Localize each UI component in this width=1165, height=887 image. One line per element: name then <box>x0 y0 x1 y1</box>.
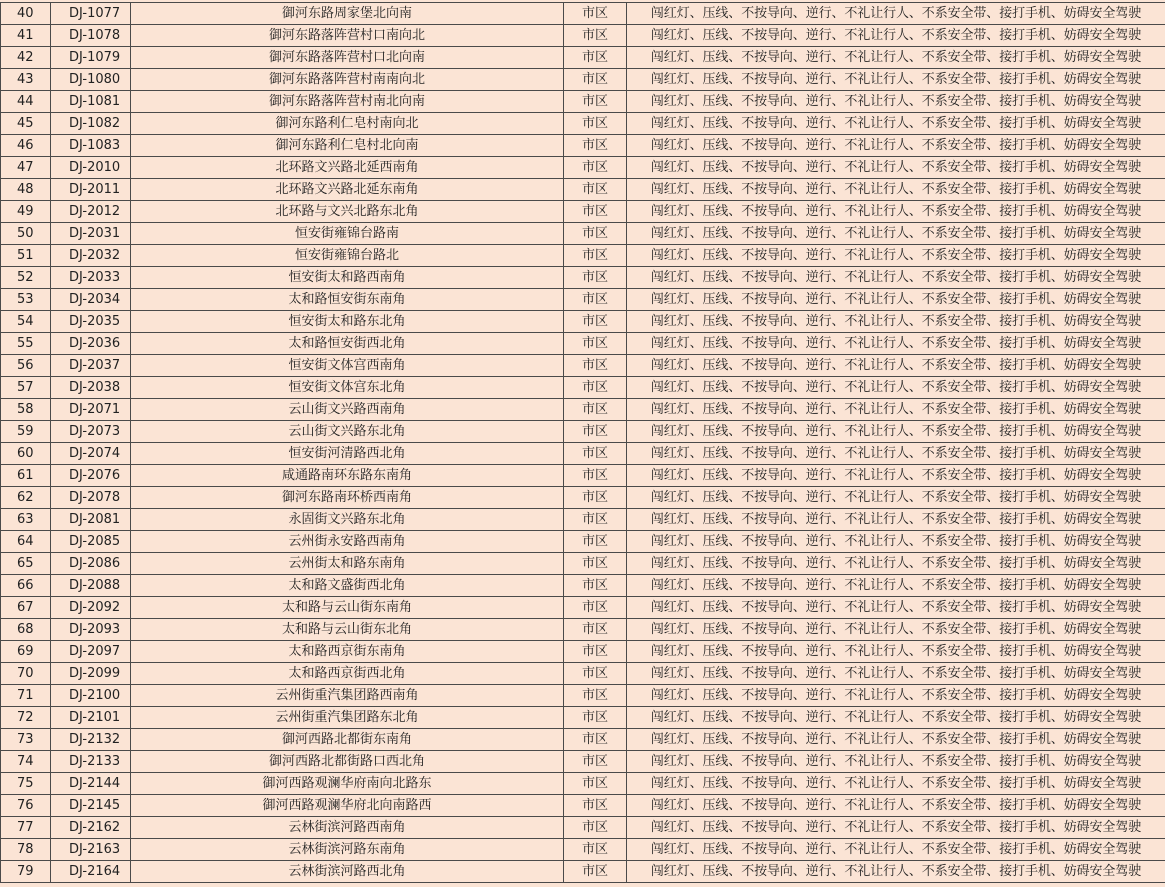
table-row <box>1 377 1165 399</box>
location-cell: 恒安街太和路东北角 <box>131 311 564 333</box>
violations-cell: 闯红灯、压线、不按导向、逆行、不礼让行人、不系安全带、接打手机、妨碍安全驾驶 <box>627 245 1165 267</box>
area-cell: 市区 <box>564 201 627 223</box>
row-index-cell: 40 <box>1 3 51 25</box>
device-code-cell: DJ-2086 <box>51 553 131 575</box>
location-cell: 恒安街文体宫西南角 <box>131 355 564 377</box>
row-index-cell: 56 <box>1 355 51 377</box>
row-index-cell: 47 <box>1 157 51 179</box>
table-row <box>1 465 1165 487</box>
table-row <box>1 751 1165 773</box>
violations-cell: 闯红灯、压线、不按导向、逆行、不礼让行人、不系安全带、接打手机、妨碍安全驾驶 <box>627 575 1165 597</box>
area-cell: 市区 <box>564 267 627 289</box>
row-index-cell: 55 <box>1 333 51 355</box>
row-index-cell: 60 <box>1 443 51 465</box>
location-cell: 恒安街河清路西北角 <box>131 443 564 465</box>
table-row <box>1 3 1165 25</box>
table-row <box>1 135 1165 157</box>
location-cell: 北环路文兴路北延西南角 <box>131 157 564 179</box>
area-cell: 市区 <box>564 311 627 333</box>
table-row <box>1 399 1165 421</box>
location-cell: 太和路与云山街东南角 <box>131 597 564 619</box>
violations-cell: 闯红灯、压线、不按导向、逆行、不礼让行人、不系安全带、接打手机、妨碍安全驾驶 <box>627 465 1165 487</box>
table-row <box>1 267 1165 289</box>
device-code-cell: DJ-2101 <box>51 707 131 729</box>
violations-cell: 闯红灯、压线、不按导向、逆行、不礼让行人、不系安全带、接打手机、妨碍安全驾驶 <box>627 113 1165 135</box>
table-row <box>1 619 1165 641</box>
device-code-cell: DJ-1083 <box>51 135 131 157</box>
row-index-cell: 74 <box>1 751 51 773</box>
area-cell: 市区 <box>564 25 627 47</box>
row-index-cell: 66 <box>1 575 51 597</box>
location-cell: 御河西路北都街东南角 <box>131 729 564 751</box>
area-cell: 市区 <box>564 707 627 729</box>
table-row <box>1 795 1165 817</box>
location-cell: 御河西路观澜华府北向南路西 <box>131 795 564 817</box>
area-cell: 市区 <box>564 839 627 861</box>
location-cell: 御河西路观澜华府南向北路东 <box>131 773 564 795</box>
device-code-cell: DJ-2097 <box>51 641 131 663</box>
device-code-cell: DJ-2099 <box>51 663 131 685</box>
location-cell: 云山街文兴路东北角 <box>131 421 564 443</box>
location-cell: 北环路文兴路北延东南角 <box>131 179 564 201</box>
device-code-cell: DJ-1082 <box>51 113 131 135</box>
device-code-cell: DJ-2164 <box>51 861 131 883</box>
area-cell: 市区 <box>564 597 627 619</box>
area-cell: 市区 <box>564 795 627 817</box>
table-row <box>1 641 1165 663</box>
location-cell: 恒安街太和路西南角 <box>131 267 564 289</box>
violations-cell: 闯红灯、压线、不按导向、逆行、不礼让行人、不系安全带、接打手机、妨碍安全驾驶 <box>627 487 1165 509</box>
table-row <box>1 25 1165 47</box>
violations-cell: 闯红灯、压线、不按导向、逆行、不礼让行人、不系安全带、接打手机、妨碍安全驾驶 <box>627 69 1165 91</box>
area-cell: 市区 <box>564 773 627 795</box>
table-row <box>1 861 1165 883</box>
device-code-cell: DJ-2031 <box>51 223 131 245</box>
device-code-cell: DJ-2078 <box>51 487 131 509</box>
camera-table <box>0 2 1165 883</box>
location-cell: 太和路文盛街西北角 <box>131 575 564 597</box>
table-row <box>1 531 1165 553</box>
row-index-cell: 76 <box>1 795 51 817</box>
device-code-cell: DJ-2100 <box>51 685 131 707</box>
location-cell: 太和路西京街东南角 <box>131 641 564 663</box>
row-index-cell: 79 <box>1 861 51 883</box>
area-cell: 市区 <box>564 487 627 509</box>
row-index-cell: 46 <box>1 135 51 157</box>
violations-cell: 闯红灯、压线、不按导向、逆行、不礼让行人、不系安全带、接打手机、妨碍安全驾驶 <box>627 311 1165 333</box>
device-code-cell: DJ-2132 <box>51 729 131 751</box>
device-code-cell: DJ-2071 <box>51 399 131 421</box>
row-index-cell: 77 <box>1 817 51 839</box>
violations-cell: 闯红灯、压线、不按导向、逆行、不礼让行人、不系安全带、接打手机、妨碍安全驾驶 <box>627 399 1165 421</box>
location-cell: 御河东路落阵营村口北向南 <box>131 47 564 69</box>
table-row <box>1 223 1165 245</box>
area-cell: 市区 <box>564 91 627 113</box>
row-index-cell: 59 <box>1 421 51 443</box>
row-index-cell: 71 <box>1 685 51 707</box>
table-row <box>1 91 1165 113</box>
location-cell: 云林街滨河路西南角 <box>131 817 564 839</box>
location-cell: 云山街文兴路西南角 <box>131 399 564 421</box>
location-cell: 御河东路周家堡北向南 <box>131 3 564 25</box>
row-index-cell: 42 <box>1 47 51 69</box>
device-code-cell: DJ-2038 <box>51 377 131 399</box>
violations-cell: 闯红灯、压线、不按导向、逆行、不礼让行人、不系安全带、接打手机、妨碍安全驾驶 <box>627 729 1165 751</box>
row-index-cell: 70 <box>1 663 51 685</box>
area-cell: 市区 <box>564 861 627 883</box>
location-cell: 御河东路落阵营村口南向北 <box>131 25 564 47</box>
area-cell: 市区 <box>564 421 627 443</box>
location-cell: 御河东路落阵营村南南向北 <box>131 69 564 91</box>
violations-cell: 闯红灯、压线、不按导向、逆行、不礼让行人、不系安全带、接打手机、妨碍安全驾驶 <box>627 817 1165 839</box>
violations-cell: 闯红灯、压线、不按导向、逆行、不礼让行人、不系安全带、接打手机、妨碍安全驾驶 <box>627 289 1165 311</box>
area-cell: 市区 <box>564 509 627 531</box>
violations-cell: 闯红灯、压线、不按导向、逆行、不礼让行人、不系安全带、接打手机、妨碍安全驾驶 <box>627 421 1165 443</box>
violations-cell: 闯红灯、压线、不按导向、逆行、不礼让行人、不系安全带、接打手机、妨碍安全驾驶 <box>627 157 1165 179</box>
violations-cell: 闯红灯、压线、不按导向、逆行、不礼让行人、不系安全带、接打手机、妨碍安全驾驶 <box>627 861 1165 883</box>
violations-cell: 闯红灯、压线、不按导向、逆行、不礼让行人、不系安全带、接打手机、妨碍安全驾驶 <box>627 333 1165 355</box>
device-code-cell: DJ-1080 <box>51 69 131 91</box>
area-cell: 市区 <box>564 685 627 707</box>
violations-cell: 闯红灯、压线、不按导向、逆行、不礼让行人、不系安全带、接打手机、妨碍安全驾驶 <box>627 839 1165 861</box>
area-cell: 市区 <box>564 641 627 663</box>
table-row <box>1 817 1165 839</box>
table-row <box>1 69 1165 91</box>
violations-cell: 闯红灯、压线、不按导向、逆行、不礼让行人、不系安全带、接打手机、妨碍安全驾驶 <box>627 597 1165 619</box>
area-cell: 市区 <box>564 157 627 179</box>
table-row <box>1 663 1165 685</box>
area-cell: 市区 <box>564 355 627 377</box>
violations-cell: 闯红灯、压线、不按导向、逆行、不礼让行人、不系安全带、接打手机、妨碍安全驾驶 <box>627 641 1165 663</box>
row-index-cell: 51 <box>1 245 51 267</box>
area-cell: 市区 <box>564 377 627 399</box>
area-cell: 市区 <box>564 817 627 839</box>
location-cell: 云州街太和路东南角 <box>131 553 564 575</box>
area-cell: 市区 <box>564 531 627 553</box>
table-row <box>1 289 1165 311</box>
area-cell: 市区 <box>564 3 627 25</box>
device-code-cell: DJ-2145 <box>51 795 131 817</box>
row-index-cell: 68 <box>1 619 51 641</box>
area-cell: 市区 <box>564 399 627 421</box>
device-code-cell: DJ-1079 <box>51 47 131 69</box>
table-row <box>1 311 1165 333</box>
violations-cell: 闯红灯、压线、不按导向、逆行、不礼让行人、不系安全带、接打手机、妨碍安全驾驶 <box>627 25 1165 47</box>
violations-cell: 闯红灯、压线、不按导向、逆行、不礼让行人、不系安全带、接打手机、妨碍安全驾驶 <box>627 751 1165 773</box>
device-code-cell: DJ-2032 <box>51 245 131 267</box>
table-row <box>1 47 1165 69</box>
location-cell: 恒安街雍锦台路北 <box>131 245 564 267</box>
row-index-cell: 61 <box>1 465 51 487</box>
violations-cell: 闯红灯、压线、不按导向、逆行、不礼让行人、不系安全带、接打手机、妨碍安全驾驶 <box>627 91 1165 113</box>
location-cell: 御河西路北都街路口西北角 <box>131 751 564 773</box>
device-code-cell: DJ-1081 <box>51 91 131 113</box>
row-index-cell: 58 <box>1 399 51 421</box>
location-cell: 御河东路利仁皂村南向北 <box>131 113 564 135</box>
violations-cell: 闯红灯、压线、不按导向、逆行、不礼让行人、不系安全带、接打手机、妨碍安全驾驶 <box>627 553 1165 575</box>
location-cell: 太和路与云山街东北角 <box>131 619 564 641</box>
row-index-cell: 72 <box>1 707 51 729</box>
violations-cell: 闯红灯、压线、不按导向、逆行、不礼让行人、不系安全带、接打手机、妨碍安全驾驶 <box>627 3 1165 25</box>
location-cell: 御河东路利仁皂村北向南 <box>131 135 564 157</box>
row-index-cell: 62 <box>1 487 51 509</box>
table-row <box>1 355 1165 377</box>
camera-table-body <box>1 3 1165 883</box>
table-row <box>1 113 1165 135</box>
violations-cell: 闯红灯、压线、不按导向、逆行、不礼让行人、不系安全带、接打手机、妨碍安全驾驶 <box>627 135 1165 157</box>
device-code-cell: DJ-2088 <box>51 575 131 597</box>
violations-cell: 闯红灯、压线、不按导向、逆行、不礼让行人、不系安全带、接打手机、妨碍安全驾驶 <box>627 773 1165 795</box>
area-cell: 市区 <box>564 47 627 69</box>
table-row <box>1 597 1165 619</box>
device-code-cell: DJ-1077 <box>51 3 131 25</box>
violations-cell: 闯红灯、压线、不按导向、逆行、不礼让行人、不系安全带、接打手机、妨碍安全驾驶 <box>627 201 1165 223</box>
device-code-cell: DJ-2144 <box>51 773 131 795</box>
row-index-cell: 67 <box>1 597 51 619</box>
table-row <box>1 333 1165 355</box>
row-index-cell: 65 <box>1 553 51 575</box>
area-cell: 市区 <box>564 575 627 597</box>
device-code-cell: DJ-2074 <box>51 443 131 465</box>
row-index-cell: 52 <box>1 267 51 289</box>
area-cell: 市区 <box>564 619 627 641</box>
table-row <box>1 509 1165 531</box>
area-cell: 市区 <box>564 113 627 135</box>
violations-cell: 闯红灯、压线、不按导向、逆行、不礼让行人、不系安全带、接打手机、妨碍安全驾驶 <box>627 707 1165 729</box>
table-row <box>1 773 1165 795</box>
row-index-cell: 57 <box>1 377 51 399</box>
area-cell: 市区 <box>564 223 627 245</box>
device-code-cell: DJ-1078 <box>51 25 131 47</box>
device-code-cell: DJ-2076 <box>51 465 131 487</box>
area-cell: 市区 <box>564 245 627 267</box>
location-cell: 云州街重汽集团路东北角 <box>131 707 564 729</box>
table-row <box>1 575 1165 597</box>
row-index-cell: 44 <box>1 91 51 113</box>
table-row <box>1 487 1165 509</box>
table-row <box>1 553 1165 575</box>
violations-cell: 闯红灯、压线、不按导向、逆行、不礼让行人、不系安全带、接打手机、妨碍安全驾驶 <box>627 795 1165 817</box>
location-cell: 云州街永安路西南角 <box>131 531 564 553</box>
area-cell: 市区 <box>564 135 627 157</box>
location-cell: 恒安街文体宫东北角 <box>131 377 564 399</box>
location-cell: 太和路恒安街东南角 <box>131 289 564 311</box>
table-row <box>1 157 1165 179</box>
location-cell: 御河东路落阵营村南北向南 <box>131 91 564 113</box>
table-row <box>1 245 1165 267</box>
location-cell: 北环路与文兴北路东北角 <box>131 201 564 223</box>
location-cell: 御河东路南环桥西南角 <box>131 487 564 509</box>
table-row <box>1 421 1165 443</box>
area-cell: 市区 <box>564 729 627 751</box>
device-code-cell: DJ-2085 <box>51 531 131 553</box>
location-cell: 太和路恒安街西北角 <box>131 333 564 355</box>
device-code-cell: DJ-2034 <box>51 289 131 311</box>
area-cell: 市区 <box>564 553 627 575</box>
area-cell: 市区 <box>564 443 627 465</box>
location-cell: 云林街滨河路东南角 <box>131 839 564 861</box>
device-code-cell: DJ-2073 <box>51 421 131 443</box>
row-index-cell: 53 <box>1 289 51 311</box>
row-index-cell: 78 <box>1 839 51 861</box>
device-code-cell: DJ-2093 <box>51 619 131 641</box>
violations-cell: 闯红灯、压线、不按导向、逆行、不礼让行人、不系安全带、接打手机、妨碍安全驾驶 <box>627 685 1165 707</box>
device-code-cell: DJ-2037 <box>51 355 131 377</box>
location-cell: 云林街滨河路西北角 <box>131 861 564 883</box>
violations-cell: 闯红灯、压线、不按导向、逆行、不礼让行人、不系安全带、接打手机、妨碍安全驾驶 <box>627 377 1165 399</box>
area-cell: 市区 <box>564 465 627 487</box>
violations-cell: 闯红灯、压线、不按导向、逆行、不礼让行人、不系安全带、接打手机、妨碍安全驾驶 <box>627 355 1165 377</box>
device-code-cell: DJ-2163 <box>51 839 131 861</box>
table-row <box>1 179 1165 201</box>
table-row <box>1 443 1165 465</box>
device-code-cell: DJ-2035 <box>51 311 131 333</box>
device-code-cell: DJ-2092 <box>51 597 131 619</box>
row-index-cell: 54 <box>1 311 51 333</box>
row-index-cell: 75 <box>1 773 51 795</box>
table-row <box>1 201 1165 223</box>
violations-cell: 闯红灯、压线、不按导向、逆行、不礼让行人、不系安全带、接打手机、妨碍安全驾驶 <box>627 531 1165 553</box>
area-cell: 市区 <box>564 69 627 91</box>
row-index-cell: 64 <box>1 531 51 553</box>
area-cell: 市区 <box>564 179 627 201</box>
row-index-cell: 48 <box>1 179 51 201</box>
location-cell: 恒安街雍锦台路南 <box>131 223 564 245</box>
area-cell: 市区 <box>564 333 627 355</box>
row-index-cell: 50 <box>1 223 51 245</box>
table-row <box>1 707 1165 729</box>
area-cell: 市区 <box>564 289 627 311</box>
device-code-cell: DJ-2012 <box>51 201 131 223</box>
device-code-cell: DJ-2133 <box>51 751 131 773</box>
row-index-cell: 69 <box>1 641 51 663</box>
violations-cell: 闯红灯、压线、不按导向、逆行、不礼让行人、不系安全带、接打手机、妨碍安全驾驶 <box>627 663 1165 685</box>
violations-cell: 闯红灯、压线、不按导向、逆行、不礼让行人、不系安全带、接打手机、妨碍安全驾驶 <box>627 443 1165 465</box>
row-index-cell: 49 <box>1 201 51 223</box>
area-cell: 市区 <box>564 751 627 773</box>
location-cell: 云州街重汽集团路西南角 <box>131 685 564 707</box>
violations-cell: 闯红灯、压线、不按导向、逆行、不礼让行人、不系安全带、接打手机、妨碍安全驾驶 <box>627 619 1165 641</box>
location-cell: 咸通路南环东路东南角 <box>131 465 564 487</box>
device-code-cell: DJ-2036 <box>51 333 131 355</box>
area-cell: 市区 <box>564 663 627 685</box>
violations-cell: 闯红灯、压线、不按导向、逆行、不礼让行人、不系安全带、接打手机、妨碍安全驾驶 <box>627 47 1165 69</box>
row-index-cell: 45 <box>1 113 51 135</box>
device-code-cell: DJ-2081 <box>51 509 131 531</box>
row-index-cell: 73 <box>1 729 51 751</box>
device-code-cell: DJ-2011 <box>51 179 131 201</box>
violations-cell: 闯红灯、压线、不按导向、逆行、不礼让行人、不系安全带、接打手机、妨碍安全驾驶 <box>627 179 1165 201</box>
location-cell: 太和路西京街西北角 <box>131 663 564 685</box>
location-cell: 永固街文兴路东北角 <box>131 509 564 531</box>
device-code-cell: DJ-2033 <box>51 267 131 289</box>
device-code-cell: DJ-2162 <box>51 817 131 839</box>
violations-cell: 闯红灯、压线、不按导向、逆行、不礼让行人、不系安全带、接打手机、妨碍安全驾驶 <box>627 509 1165 531</box>
table-row <box>1 729 1165 751</box>
device-code-cell: DJ-2010 <box>51 157 131 179</box>
violations-cell: 闯红灯、压线、不按导向、逆行、不礼让行人、不系安全带、接打手机、妨碍安全驾驶 <box>627 223 1165 245</box>
violations-cell: 闯红灯、压线、不按导向、逆行、不礼让行人、不系安全带、接打手机、妨碍安全驾驶 <box>627 267 1165 289</box>
table-row <box>1 685 1165 707</box>
row-index-cell: 43 <box>1 69 51 91</box>
row-index-cell: 63 <box>1 509 51 531</box>
table-row <box>1 839 1165 861</box>
row-index-cell: 41 <box>1 25 51 47</box>
